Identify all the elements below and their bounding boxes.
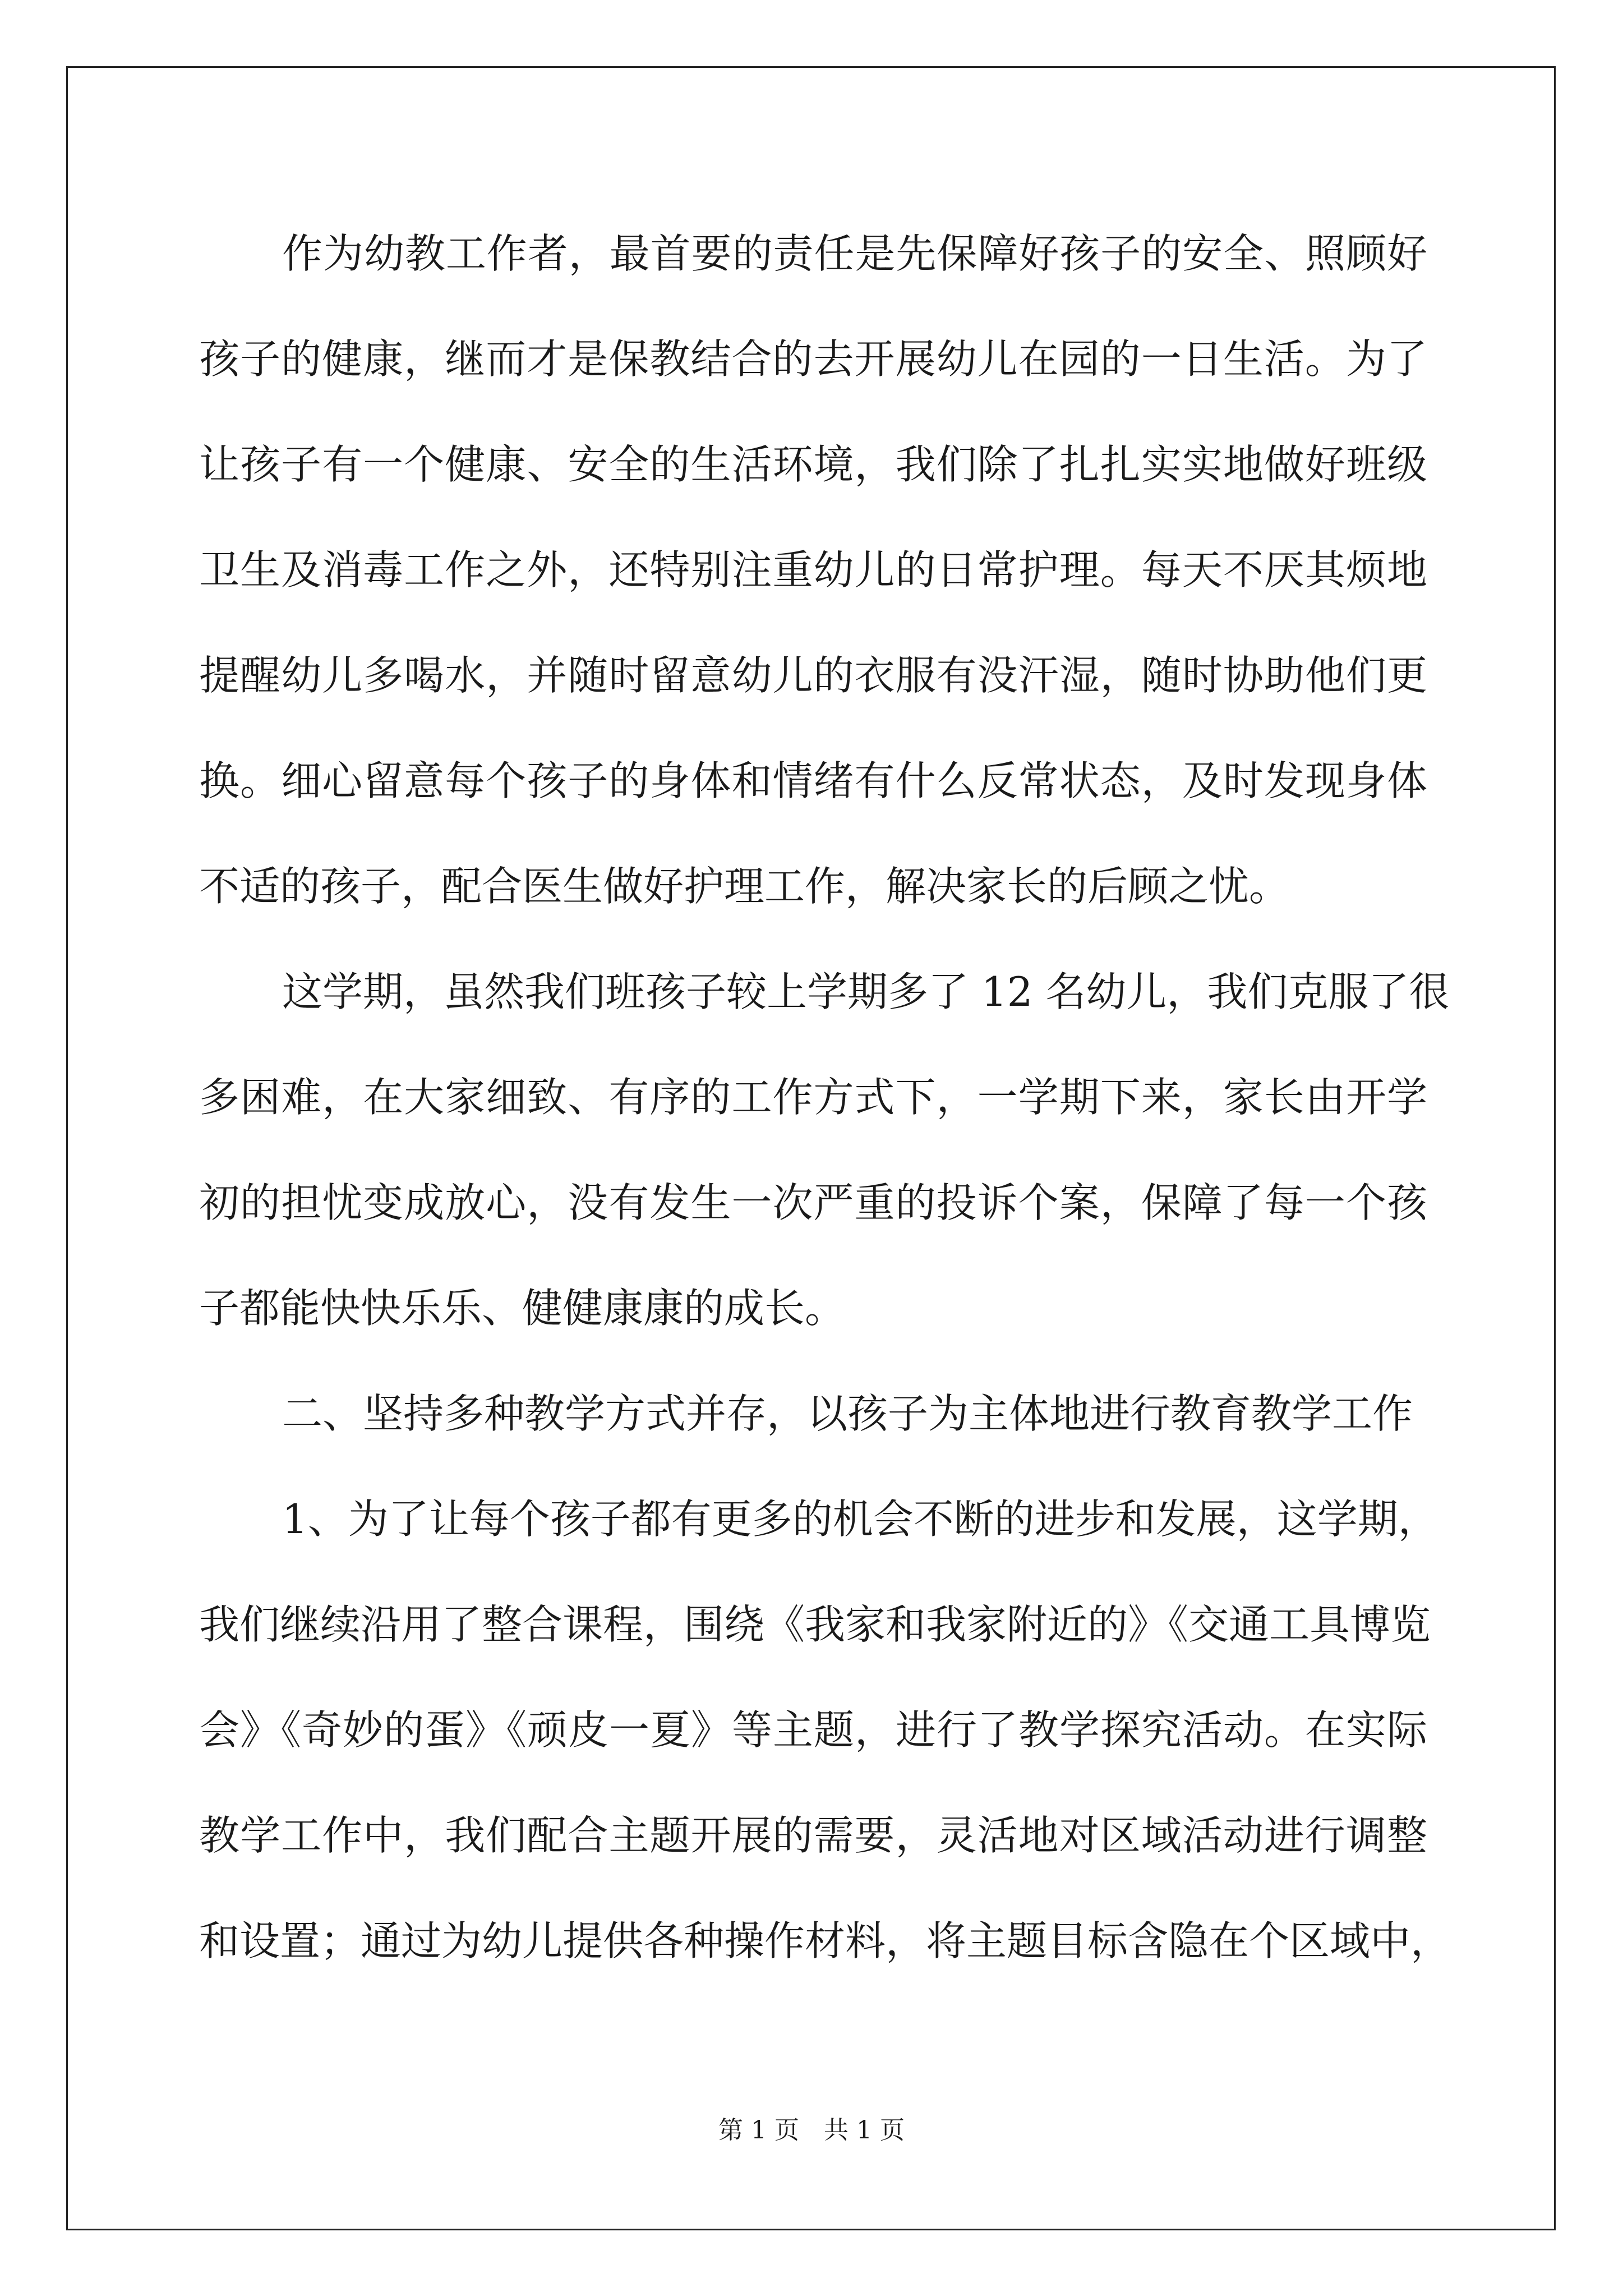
text-line: 卫生及消毒工作之外，还特别注重幼儿的日常护理。每天不厌其烦地 <box>199 546 1427 593</box>
text-line: 孩子的健康，继而才是保教结合的去开展幼儿在园的一日生活。为了 <box>199 335 1427 383</box>
text-line: 1、为了让每个孩子都有更多的机会不断的进步和发展，这学期， <box>282 1496 1438 1543</box>
text-line: 不适的孩子，配合医生做好护理工作，解决家长的后顾之忧。 <box>199 863 1290 910</box>
text-line: 和设置；通过为幼儿提供各种操作材料，将主题目标含隐在个区域中， <box>199 1917 1451 1964</box>
text-line: 作为幼教工作者，最首要的责任是先保障好孩子的安全、照顾好 <box>282 230 1427 277</box>
document-body <box>199 201 1451 1994</box>
text-line: 让孩子有一个健康、安全的生活环境，我们除了扎扎实实地做好班级 <box>199 441 1427 488</box>
text-line: 会》《奇妙的蛋》《顽皮一夏》等主题，进行了教学探究活动。在实际 <box>199 1706 1427 1754</box>
text-line: 我们继续沿用了整合课程，围绕《我家和我家附近的》《交通工具博览 <box>199 1601 1431 1648</box>
section-heading: 二、坚持多种教学方式并存，以孩子为主体地进行教育教学工作 <box>282 1390 1413 1437</box>
text-line: 教学工作中，我们配合主题开展的需要，灵活地对区域活动进行调整 <box>199 1812 1427 1859</box>
text-line: 初的担忧变成放心，没有发生一次严重的投诉个案，保障了每一个孩 <box>199 1179 1427 1226</box>
text-line: 多困难，在大家细致、有序的工作方式下，一学期下来，家长由开学 <box>199 1074 1427 1121</box>
text-line: 换。细心留意每个孩子的身体和情绪有什么反常状态，及时发现身体 <box>199 757 1427 804</box>
text-line: 这学期，虽然我们班孩子较上学期多了 12 名幼儿，我们克服了很 <box>282 968 1450 1015</box>
page-footer: 第 1 页 共 1 页 <box>718 2116 905 2145</box>
text-line: 提醒幼儿多喝水，并随时留意幼儿的衣服有没汗湿，随时协助他们更 <box>199 652 1427 699</box>
text-line: 子都能快快乐乐、健健康康的成长。 <box>199 1285 846 1332</box>
